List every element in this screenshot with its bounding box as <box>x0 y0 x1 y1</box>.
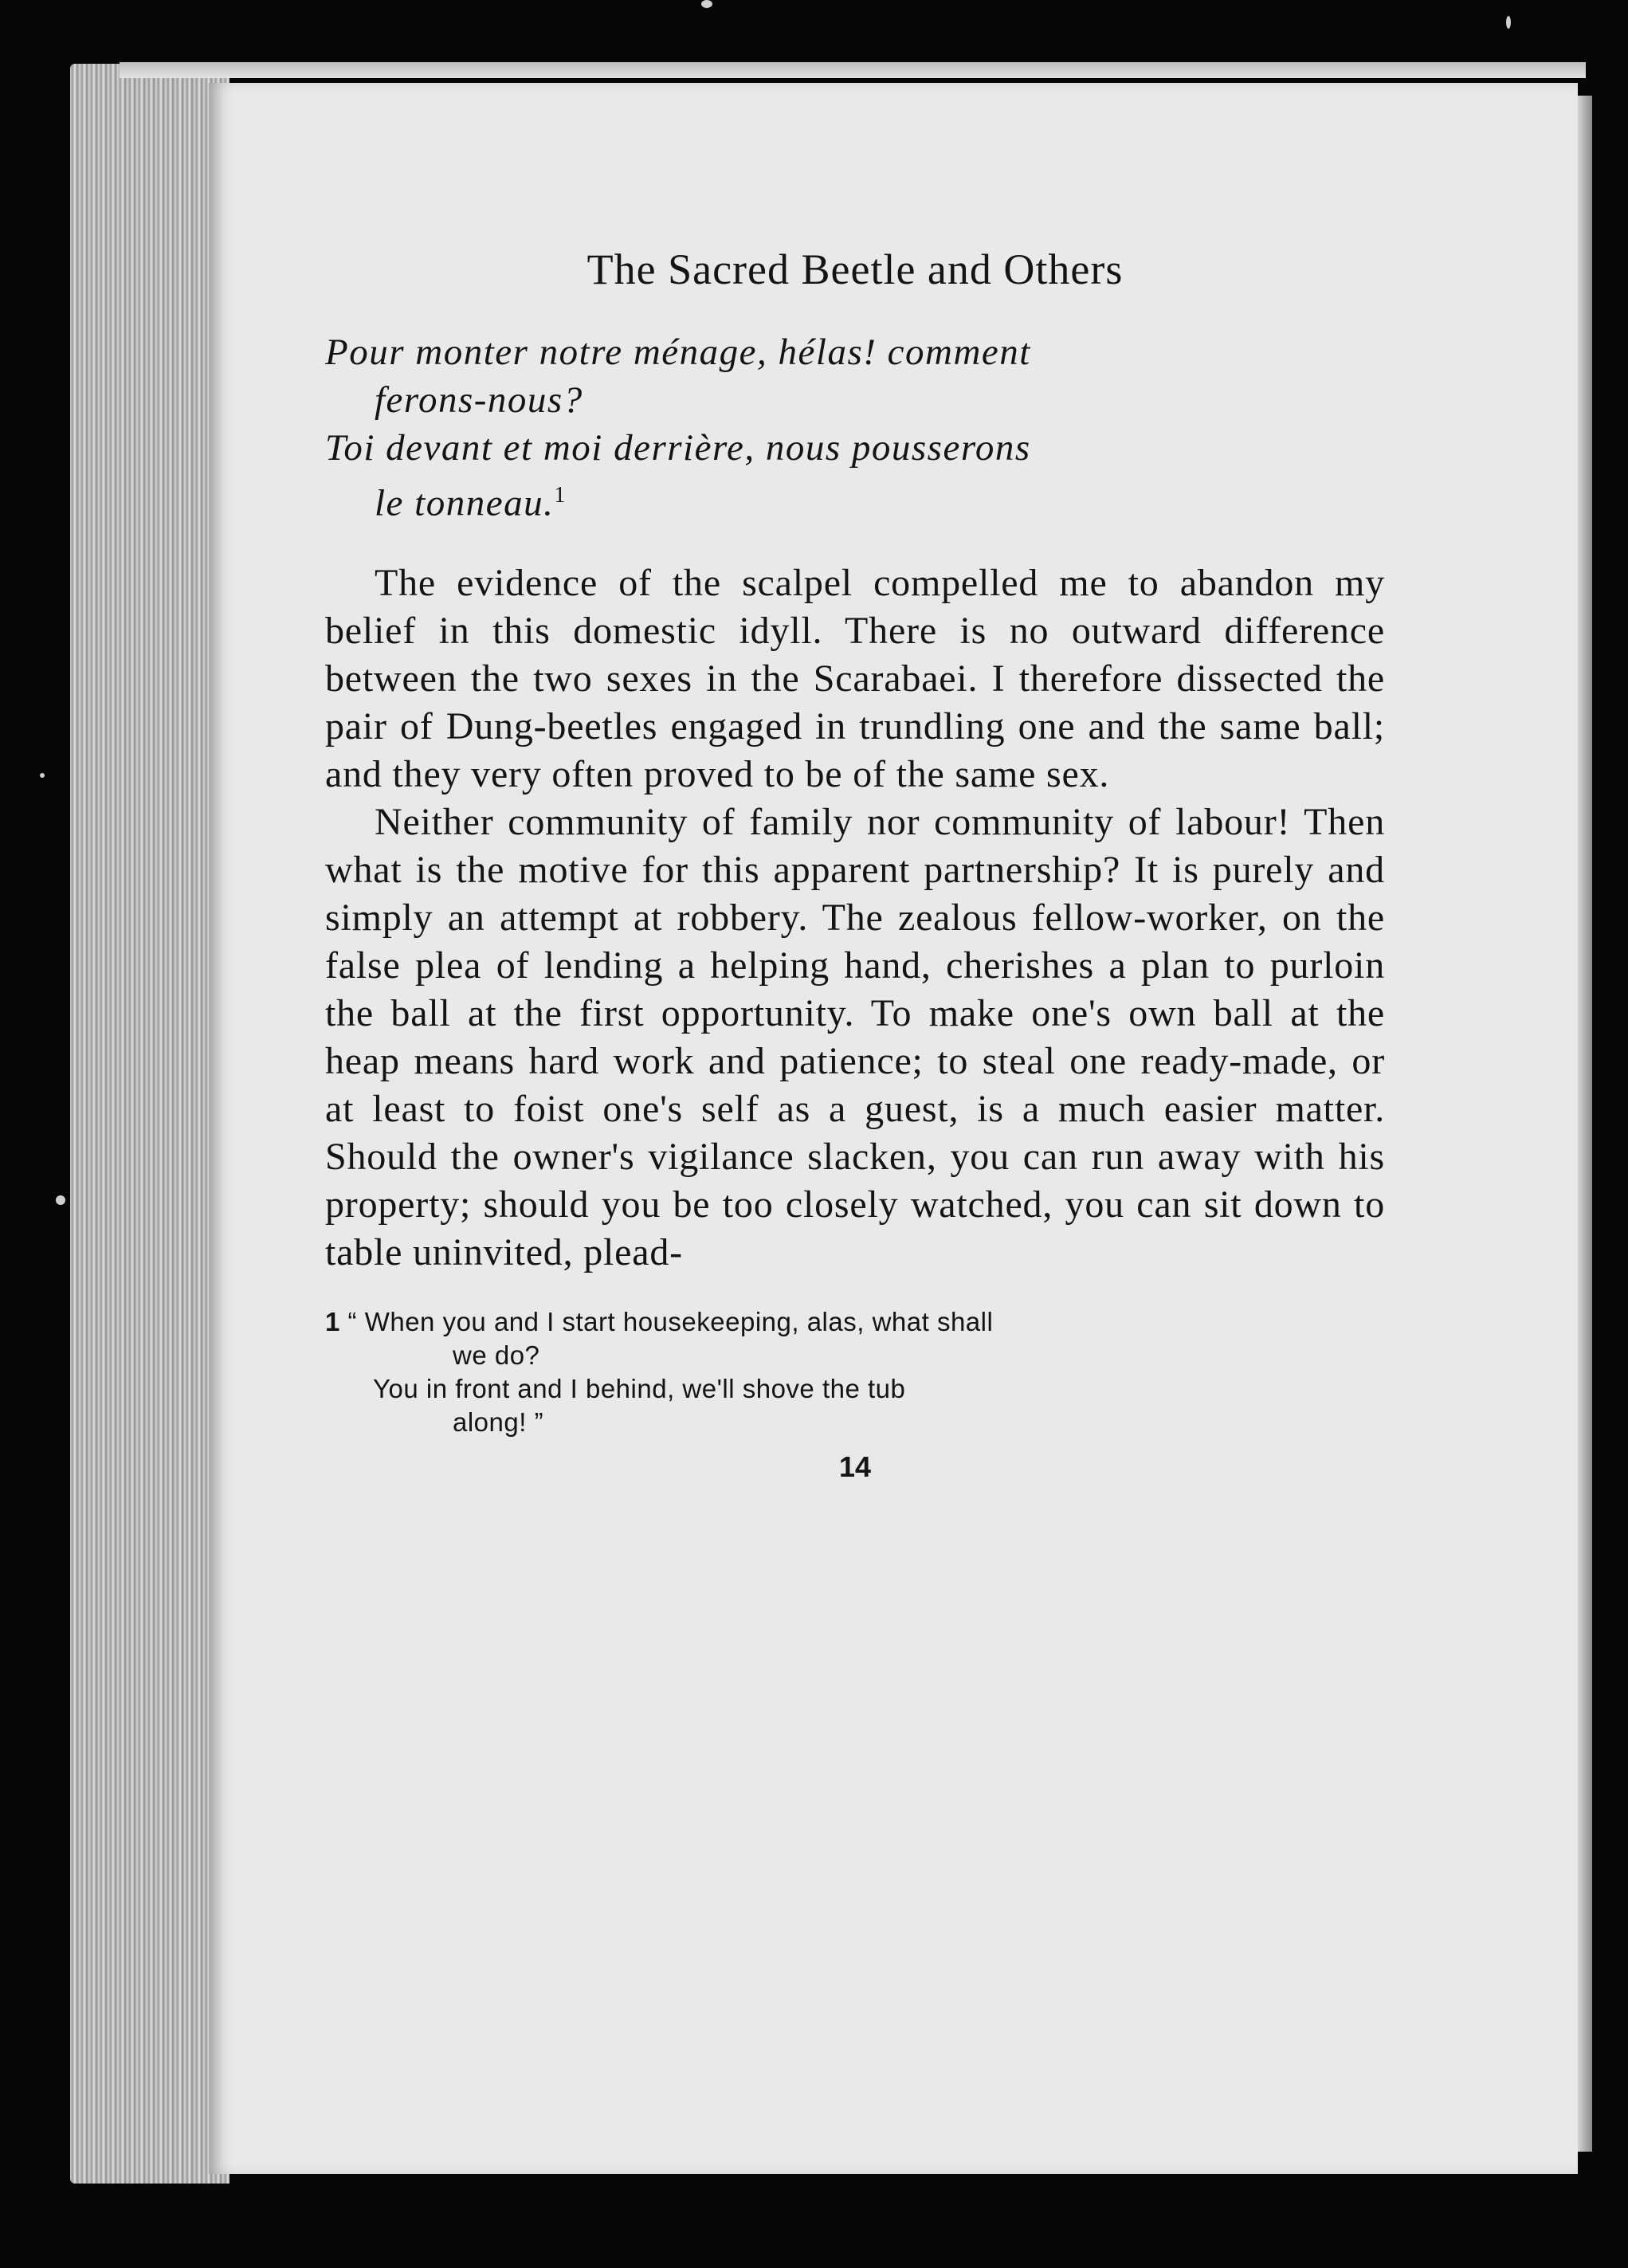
footnote <box>325 1305 1385 1439</box>
page-number: 14 <box>838 1450 872 1483</box>
footnote-mark: 1 <box>325 1306 340 1336</box>
running-head: The Sacred Beetle and Others <box>586 245 1124 293</box>
verse-line-1: Pour monter notre ménage, hélas! comment <box>325 332 1031 373</box>
verse-line-1-continuation: ferons-nous? <box>375 379 583 421</box>
paragraph-2: Neither community of family nor community of labour! Then what is the motive for this apparent partnership? It is purely and simply an attempt at robbery. The zealous fellow-worker, on the false plea of lending a helping hand, cherishes a plan to purloin the ball at the first opportunity. To make one's own ball at the heap means hard work and patience; to steal one ready-made, or at least to foist one's self as a guest, is a much easier matter. Should the owner's vigilance slacken, you can run away with his property; should you be too closely watched, you can sit down to table uninvited, plead- <box>325 800 1385 1273</box>
footnote-reference: 1 <box>554 483 567 508</box>
verse-line-2-continuation-wrap <box>325 472 1385 528</box>
scan-speck <box>1506 16 1511 29</box>
page-content <box>325 239 1385 1484</box>
epigraph-verse <box>325 328 1385 528</box>
book-gutter-edge <box>1578 96 1592 2152</box>
scan-speck <box>701 0 712 8</box>
footnote-line-1: “ When you and I start housekeeping, alas, what shall <box>347 1306 994 1336</box>
paragraph-1: The evidence of the scalpel compelled me to abandon my belief in this domestic idyll. There is no outward difference between the two sexes in the Scarabaei. I therefore dissected the pair of Dung-beetles engaged in trundling one and the same ball; and they very often proved to be of the same sex. <box>325 561 1385 795</box>
footnote-line-1-continuation: we do? <box>453 1340 540 1370</box>
footnote-line-2-continuation: along! ” <box>453 1407 544 1437</box>
scan-speck <box>40 773 45 778</box>
footnote-line-2: You in front and I behind, we'll shove the tub <box>373 1373 906 1403</box>
book-top-edge <box>120 62 1586 78</box>
verse-line-2: Toi devant et moi derrière, nous pousserons <box>325 427 1031 469</box>
footnote-line-1-wrap <box>325 1305 1385 1339</box>
verse-line-2-continuation: le tonneau. <box>375 482 555 524</box>
scan-speck <box>56 1195 65 1205</box>
book-page-edges <box>70 64 229 2184</box>
